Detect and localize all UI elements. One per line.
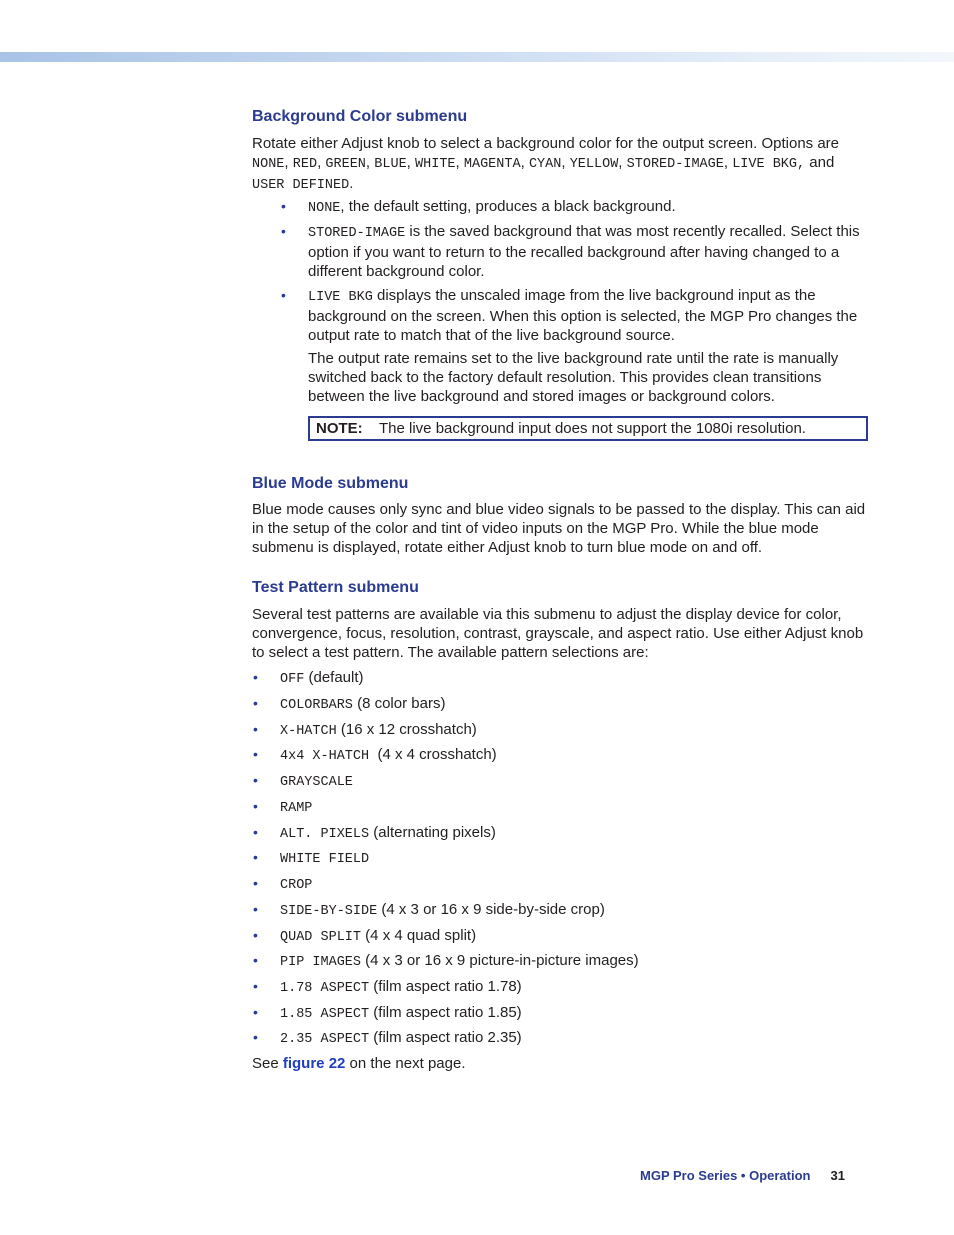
header-gradient-bar [0, 52, 954, 62]
bullet-icon: • [281, 198, 286, 214]
bullet-icon: • [281, 223, 286, 239]
list-item: • 2.35 ASPECT (film aspect ratio 2.35) [253, 1029, 522, 1047]
list-item: • STORED-IMAGE is the saved background that was most recently recalled. Select this option if you want to return to the recalled background after having changed to a different background color. [281, 223, 860, 280]
bullet-icon: • [281, 287, 286, 303]
list-item: • SIDE-BY-SIDE (4 x 3 or 16 x 9 side-by-side crop) [253, 901, 605, 919]
footer-title: MGP Pro Series • Operation [640, 1168, 811, 1183]
bullet-icon: • [253, 772, 258, 788]
list-item: • 4x4 X-HATCH (4 x 4 crosshatch) [253, 746, 497, 764]
bullet-icon: • [253, 952, 258, 968]
note-text: The live background input does not support the 1080i resolution. [379, 420, 806, 437]
see-figure-line: See figure 22 on the next page. [252, 1055, 466, 1072]
bullet-icon: • [253, 721, 258, 737]
list-item: • QUAD SPLIT (4 x 4 quad split) [253, 927, 477, 945]
bullet-icon: • [253, 927, 258, 943]
section-heading-background-color: Background Color submenu [252, 108, 468, 125]
section-heading-test-pattern: Test Pattern submenu [252, 579, 419, 596]
list-item: • X-HATCH (16 x 12 crosshatch) [253, 721, 477, 739]
bullet-icon: • [253, 901, 258, 917]
list-item: • RAMP [253, 798, 313, 816]
figure-22-link[interactable]: figure 22 [282, 1055, 346, 1072]
bullet-icon: • [253, 824, 258, 840]
list-item: • ALT. PIXELS (alternating pixels) [253, 824, 496, 842]
list-item: • NONE, the default setting, produces a black background. [281, 198, 676, 216]
section-heading-blue-mode: Blue Mode submenu [252, 475, 409, 492]
bullet-icon: • [253, 1004, 258, 1020]
bullet-icon: • [253, 849, 258, 865]
bullet-icon: • [253, 875, 258, 891]
list-item: • 1.78 ASPECT (film aspect ratio 1.78) [253, 978, 522, 996]
note-label: NOTE: [316, 420, 363, 437]
note-box [308, 416, 868, 441]
list-item: • PIP IMAGES (4 x 3 or 16 x 9 picture-in-picture images) [253, 952, 639, 970]
list-item: • LIVE BKG displays the unscaled image from the live background input as the background on the screen. When this option is selected, the MGP Pro changes the output rate to match that of the live background source. [281, 287, 858, 344]
test-pattern-body: Several test patterns are available via this submenu to adjust the display device for color, convergence, focus, resolution, contrast, grayscale, and aspect ratio. Use either Adjust knob to select a test pattern. The available pattern selections are: [252, 606, 864, 661]
blue-mode-body: Blue mode causes only sync and blue video signals to be passed to the display. This can aid in the setup of the color and tint of video inputs on the MGP Pro. While the blue mode submenu is displayed, rotate either Adjust knob to turn blue mode on and off. [252, 501, 866, 556]
list-item: • COLORBARS (8 color bars) [253, 695, 446, 713]
list-item: • WHITE FIELD [253, 849, 370, 867]
list-item: • 1.85 ASPECT (film aspect ratio 1.85) [253, 1004, 522, 1022]
page-number: 31 [830, 1168, 845, 1183]
page-footer [640, 1166, 845, 1185]
background-color-intro: Rotate either Adjust knob to select a background color for the output screen. Options are NONE, RED, GREEN, BLUE, WHITE, MAGENTA, CYAN, YELLOW, STORED-IMAGE, LIVE BKG, and USER DEFINED. [252, 135, 840, 193]
list-item: • OFF (default) [253, 669, 364, 687]
bullet-icon: • [253, 669, 258, 685]
bullet-icon: • [253, 978, 258, 994]
list-item: • CROP [253, 875, 313, 893]
bullet-icon: • [253, 798, 258, 814]
bullet-icon: • [253, 746, 258, 762]
bullet-icon: • [253, 695, 258, 711]
list-item-continuation: The output rate remains set to the live background rate until the rate is manually switched back to the factory default resolution. This provides clean transitions between the live background and stored images or background colors. [308, 350, 839, 405]
list-item: • GRAYSCALE [253, 772, 353, 790]
bullet-icon: • [253, 1029, 258, 1045]
